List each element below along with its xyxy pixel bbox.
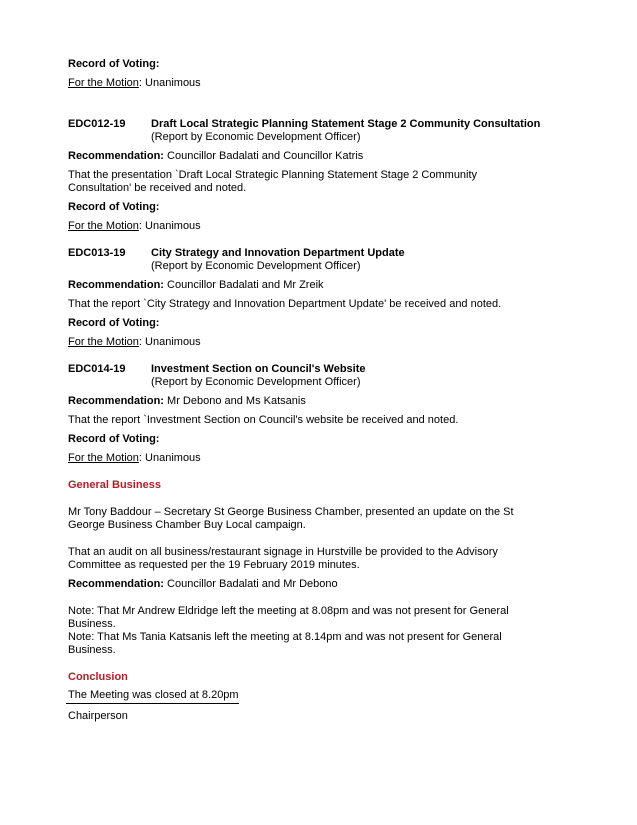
voting-result: [68, 336, 568, 349]
item-title: City Strategy and Innovation Department Update: [151, 247, 405, 259]
recommendation: [68, 578, 568, 591]
for-motion-label: For the Motion: [68, 77, 139, 89]
general-para-1-line-1: Mr Tony Baddour – Secretary St George Business Chamber, presented an update on the St: [68, 506, 514, 518]
item-code: EDC014-19: [68, 363, 126, 375]
note-1-line-1: Note: That Mr Andrew Eldridge left the meeting at 8.08pm and was not present for General: [68, 605, 509, 617]
for-motion-value: : Unanimous: [138, 77, 201, 89]
recommendation-value: Mr Debono and Ms Katsanis: [163, 395, 306, 407]
recommendation-value: Councillor Badalati and Councillor Katris: [163, 150, 364, 162]
for-motion-value: : Unanimous: [138, 452, 201, 464]
closing-statement: [68, 689, 568, 704]
item-report: (Report by Economic Development Officer): [151, 376, 361, 388]
voting-result: [68, 452, 568, 465]
for-motion-label: For the Motion: [68, 220, 139, 232]
recommendation-label: Recommendation:: [68, 150, 164, 162]
general-para-2-line-2: Committee as requested per the 19 February 2019 minutes.: [68, 559, 360, 571]
closing-statement-text: The Meeting was closed at 8.20pm: [66, 689, 239, 704]
conclusion-heading: Conclusion: [68, 671, 128, 683]
voting-heading: Record of Voting:: [68, 58, 160, 70]
agenda-item-edc014: [68, 363, 568, 389]
for-motion-value: : Unanimous: [138, 336, 201, 348]
voting-heading: Record of Voting:: [68, 317, 160, 329]
for-motion-label: For the Motion: [68, 336, 139, 348]
chairperson-label: Chairperson: [68, 710, 128, 722]
item-report: (Report by Economic Development Officer): [151, 131, 361, 143]
for-motion-label: For the Motion: [68, 452, 139, 464]
recommendation: [68, 150, 568, 163]
voting-heading: Record of Voting:: [68, 433, 160, 445]
resolution: That the report `Investment Section on Council's website be received and noted.: [68, 414, 459, 426]
note-2-line-1: Note: That Ms Tania Katsanis left the meeting at 8.14pm and was not present for General: [68, 631, 502, 643]
voting-result: [68, 220, 568, 233]
item-title: Investment Section on Council's Website: [151, 363, 366, 375]
recommendation-label: Recommendation:: [68, 578, 164, 590]
for-motion-value: : Unanimous: [138, 220, 201, 232]
general-para-1-line-2: George Business Chamber Buy Local campaign.: [68, 519, 306, 531]
note-2-line-2: Business.: [68, 644, 116, 656]
minutes-page: [68, 58, 568, 723]
recommendation: [68, 395, 568, 408]
general-para-2-line-1: That an audit on all business/restaurant signage in Hurstville be provided to the Advisory: [68, 546, 498, 558]
recommendation: [68, 279, 568, 292]
note-1-line-2: Business.: [68, 618, 116, 630]
voting-result: [68, 77, 568, 90]
recommendation-label: Recommendation:: [68, 395, 164, 407]
item-report: (Report by Economic Development Officer): [151, 260, 361, 272]
recommendation-label: Recommendation:: [68, 279, 164, 291]
recommendation-value: Councillor Badalati and Mr Zreik: [163, 279, 324, 291]
resolution: That the report `City Strategy and Innovation Department Update' be received and noted.: [68, 298, 502, 310]
resolution-line-2: Consultation' be received and noted.: [68, 182, 247, 194]
recommendation-value: Councillor Badalati and Mr Debono: [163, 578, 338, 590]
voting-heading: Record of Voting:: [68, 201, 160, 213]
item-title: Draft Local Strategic Planning Statement Stage 2 Community Consultation: [151, 118, 541, 130]
agenda-item-edc012: [68, 118, 568, 144]
item-code: EDC012-19: [68, 118, 126, 130]
general-business-heading: General Business: [68, 479, 161, 491]
item-code: EDC013-19: [68, 247, 126, 259]
resolution-line-1: That the presentation `Draft Local Strategic Planning Statement Stage 2 Community: [68, 169, 478, 181]
agenda-item-edc013: [68, 247, 568, 273]
